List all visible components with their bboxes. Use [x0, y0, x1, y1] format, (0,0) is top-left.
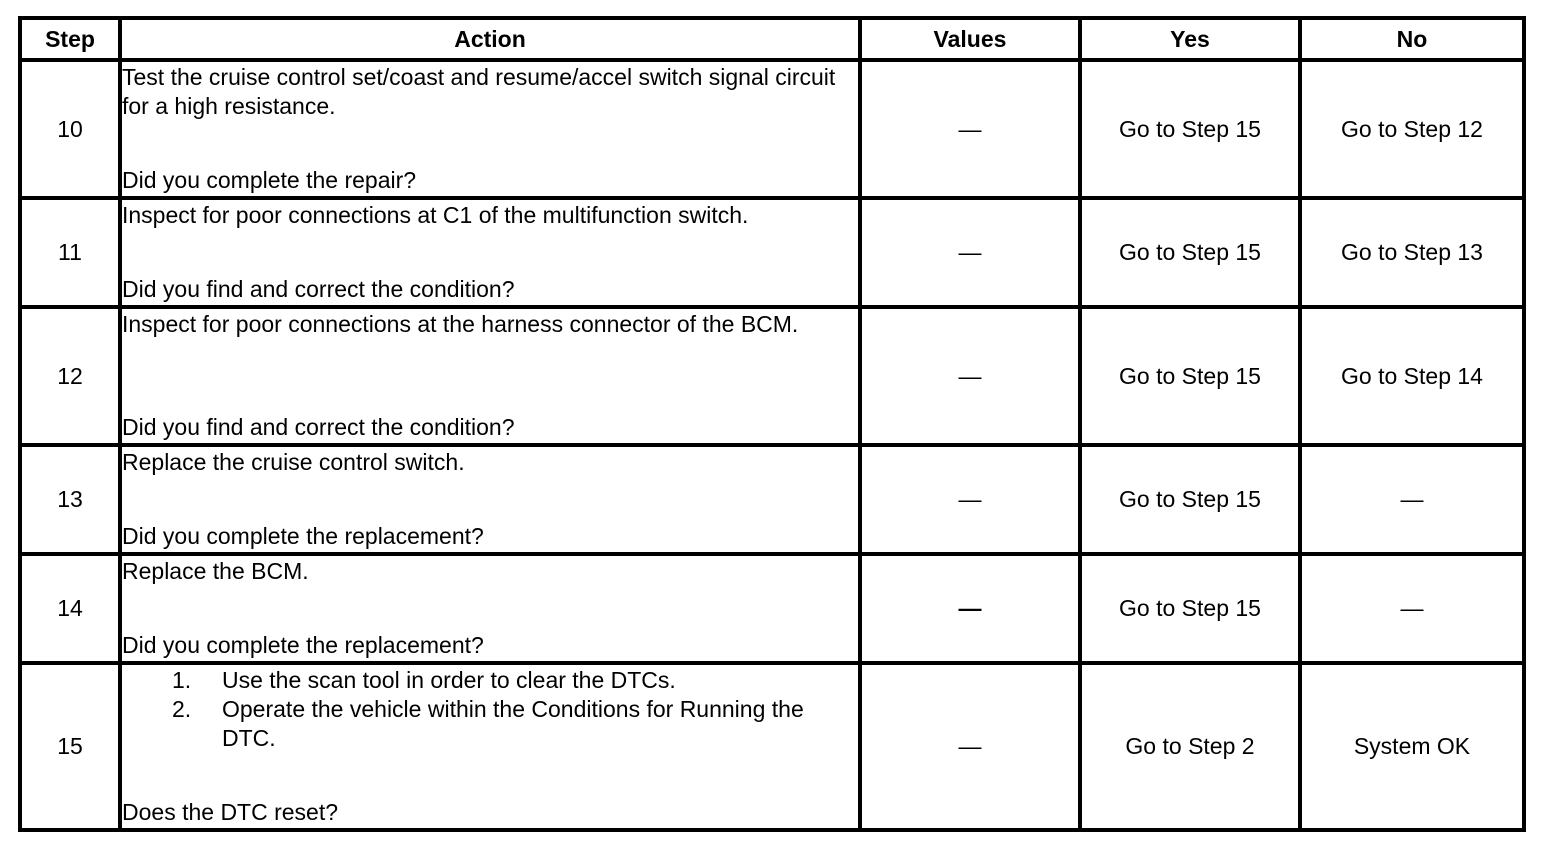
no-cell: Go to Step 13 [1300, 198, 1524, 307]
action-question: Did you find and correct the condition? [122, 414, 515, 440]
list-item-text: Operate the vehicle within the Conditions for Running the DTC. [222, 696, 804, 751]
action-question: Does the DTC reset? [122, 799, 339, 825]
table-row [20, 198, 1524, 307]
action-cell [120, 60, 860, 198]
table-row [20, 307, 1524, 445]
action-text: Inspect for poor connections at the harness connector of the BCM. [122, 311, 799, 337]
action-cell [120, 445, 860, 554]
no-cell: — [1300, 445, 1524, 554]
step-number: 12 [20, 307, 120, 445]
list-item-text: Use the scan tool in order to clear the DTCs. [222, 667, 676, 693]
no-cell: Go to Step 12 [1300, 60, 1524, 198]
list-item [122, 666, 858, 695]
table-row [20, 445, 1524, 554]
no-cell: — [1300, 554, 1524, 663]
action-question: Did you complete the repair? [122, 167, 417, 193]
action-cell [120, 554, 860, 663]
header-action: Action [120, 18, 860, 60]
step-number: 13 [20, 445, 120, 554]
values-cell: — [860, 445, 1080, 554]
step-number: 10 [20, 60, 120, 198]
action-cell [120, 198, 860, 307]
yes-cell: Go to Step 15 [1080, 307, 1300, 445]
no-cell: System OK [1300, 663, 1524, 830]
list-item [122, 695, 858, 753]
action-cell [120, 663, 860, 830]
action-cell [120, 307, 860, 445]
step-number: 15 [20, 663, 120, 830]
values-cell: — [860, 663, 1080, 830]
step-number: 11 [20, 198, 120, 307]
yes-cell: Go to Step 15 [1080, 198, 1300, 307]
header-values: Values [860, 18, 1080, 60]
values-cell: — [860, 60, 1080, 198]
action-text: Replace the BCM. [122, 558, 309, 584]
table-row [20, 60, 1524, 198]
list-item-number: 2. [172, 696, 192, 722]
header-step: Step [20, 18, 120, 60]
values-cell: — [860, 554, 1080, 663]
values-cell: — [860, 198, 1080, 307]
yes-cell: Go to Step 15 [1080, 445, 1300, 554]
action-step-list [122, 666, 858, 753]
action-question: Did you find and correct the condition? [122, 276, 515, 302]
table-row [20, 554, 1524, 663]
action-question: Did you complete the replacement? [122, 523, 484, 549]
action-question: Did you complete the replacement? [122, 632, 484, 658]
step-number: 14 [20, 554, 120, 663]
yes-cell: Go to Step 2 [1080, 663, 1300, 830]
list-item-number: 1. [172, 667, 192, 693]
table-row [20, 663, 1524, 830]
header-no: No [1300, 18, 1524, 60]
action-text: Test the cruise control set/coast and resume/accel switch signal circuit for a high resistance. [122, 64, 836, 119]
action-text: Inspect for poor connections at C1 of the multifunction switch. [122, 202, 749, 228]
yes-cell: Go to Step 15 [1080, 554, 1300, 663]
values-cell: — [860, 307, 1080, 445]
yes-cell: Go to Step 15 [1080, 60, 1300, 198]
header-yes: Yes [1080, 18, 1300, 60]
action-text: Replace the cruise control switch. [122, 449, 465, 475]
header-row [20, 18, 1524, 60]
no-cell: Go to Step 14 [1300, 307, 1524, 445]
diagnostic-table [18, 16, 1526, 832]
